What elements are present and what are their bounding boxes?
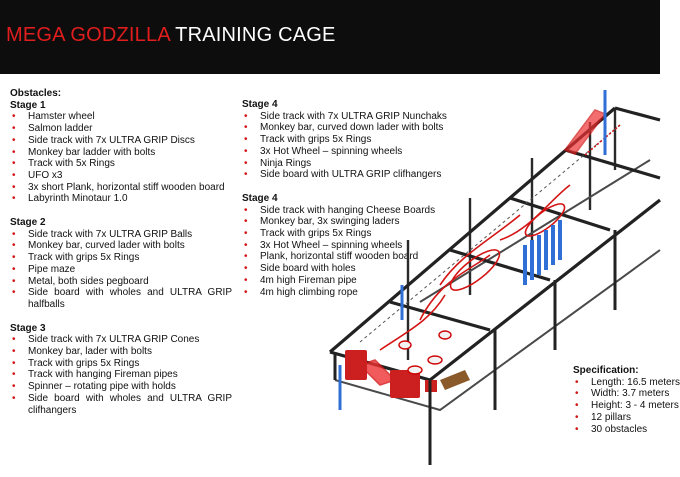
blue-columns: [525, 220, 560, 285]
list-item: • Track with 5x Rings: [10, 158, 232, 170]
specification-block: [573, 365, 680, 435]
list-item: • Hamster wheel: [10, 111, 232, 123]
list-item-long: [10, 393, 232, 416]
list-item-long: [10, 287, 232, 310]
list-item: • 3x Hot Wheel – spinning wheels: [242, 146, 448, 158]
stage-2-title: Stage 2: [10, 217, 46, 229]
list-item: • Track with grips 5x Rings: [10, 358, 232, 370]
obstacles-label: Obstacles:: [10, 88, 62, 99]
list-item: • Metal, both sides pegboard: [10, 276, 232, 288]
list-item: • 4m high climbing rope: [242, 287, 448, 299]
list-item: • Monkey bar, 3x swinging laders: [242, 216, 448, 228]
list-item: • 12 pillars: [573, 412, 660, 424]
list-item: • Side track with 7x ULTRA GRIP Nunchaks: [242, 111, 448, 123]
list-item: • Monkey bar ladder with bolts: [10, 147, 232, 159]
stage-4-title: Stage 4: [242, 99, 278, 110]
stage-1-title: Stage 1: [10, 99, 46, 111]
stage-4b-title: Stage 4: [242, 192, 278, 204]
stage-1-list: [10, 111, 232, 205]
list-item: • 30 obstacles: [573, 424, 660, 436]
list-item-line: halfballs: [28, 298, 65, 310]
blue-pipes: [340, 90, 605, 410]
rail-line: [360, 125, 620, 342]
rings: [399, 331, 451, 374]
specification-label: Specification:: [573, 365, 639, 376]
list-item-line: clifhangers: [28, 404, 77, 416]
list-item: • Monkey bar, lader with bolts: [10, 346, 232, 358]
list-item: • Side board with holes: [242, 263, 448, 275]
list-item-line: • Side board with wholes and ULTRA GRIP: [28, 392, 232, 404]
list-item: • Track with hanging Fireman pipes: [10, 369, 232, 381]
list-item: • Monkey bar, curved down lader with bolts: [242, 122, 448, 134]
list-item: • 4m high Fireman pipe: [242, 275, 448, 287]
list-item: • Track with grips 5x Rings: [10, 252, 232, 264]
list-item: • Track with grips 5x Rings: [242, 228, 448, 240]
stage-3-list: [10, 334, 232, 416]
rear-pillars: [408, 108, 615, 360]
list-item: • Side track with hanging Cheese Boards: [242, 205, 448, 217]
list-item: • Side track with 7x ULTRA GRIP Cones: [10, 334, 232, 346]
specification-list: [573, 376, 680, 436]
list-item: • UFO x3: [10, 170, 232, 182]
list-item: • Salmon ladder: [10, 123, 232, 135]
list-item: • Width: 3.7 meters: [573, 388, 660, 400]
wooden-plank: [440, 370, 470, 390]
stage-3-title: Stage 3: [10, 322, 46, 334]
list-item: • Plank, horizontal stiff wooden board: [242, 251, 448, 263]
title-white: TRAINING CAGE: [175, 24, 336, 46]
list-item-line: • Side board with wholes and ULTRA GRIP: [28, 287, 232, 299]
list-item: • Side board with ULTRA GRIP clifhangers: [242, 169, 448, 181]
list-item: • Side track with 7x ULTRA GRIP Balls: [10, 229, 232, 241]
list-item: • Spinner – rotating pipe with holds: [10, 381, 232, 393]
list-item: • Monkey bar, curved lader with bolts: [10, 240, 232, 252]
red-platforms: [345, 350, 437, 398]
header-bar: [0, 0, 660, 74]
stage-2-list: [10, 229, 232, 311]
title-red: MEGA GODZILLA: [6, 24, 170, 46]
list-item: • 3x Hot Wheel – spinning wheels: [242, 240, 448, 252]
obstacles-left-column: [10, 88, 232, 416]
list-item: • 3x short Plank, horizontal stiff wooden board: [10, 182, 232, 194]
list-item: • Track with grips 5x Rings: [242, 134, 448, 146]
list-item: • Pipe maze: [10, 264, 232, 276]
list-item: • Side track with 7x ULTRA GRIP Discs: [10, 135, 232, 147]
list-item: • Length: 16.5 meters: [573, 377, 660, 389]
list-item: • Height: 3 - 4 meters: [573, 400, 660, 412]
page-title: [6, 24, 336, 47]
list-item: • Labyrinth Minotaur 1.0: [10, 193, 232, 205]
list-item: • Ninja Rings: [242, 158, 448, 170]
